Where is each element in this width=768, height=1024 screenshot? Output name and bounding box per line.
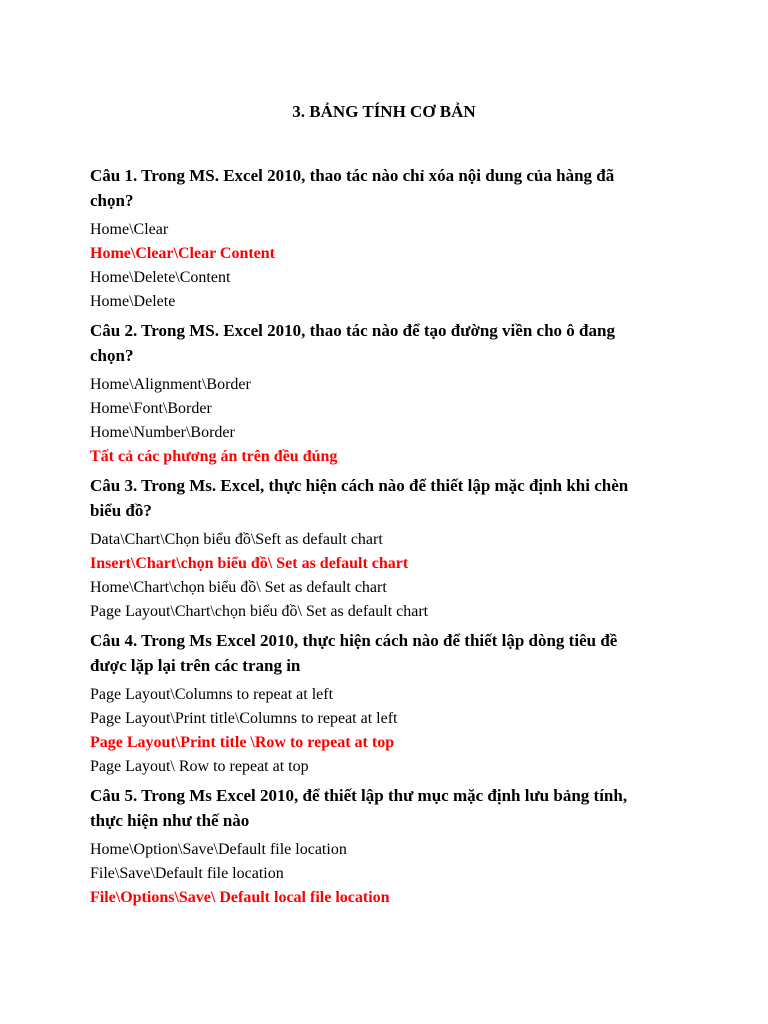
question-text: Câu 1. Trong MS. Excel 2010, thao tác nào chỉ xóa nội dung của hàng đã chọn?: [90, 166, 615, 210]
question-block-2: [90, 318, 650, 469]
answer-option: Page Layout\Print title\Columns to repeat at left: [90, 710, 398, 727]
question-block-4: [90, 628, 650, 779]
question-text: Câu 2. Trong MS. Excel 2010, thao tác nào để tạo đường viền cho ô đang chọn?: [90, 321, 615, 365]
page-title: 3. BẢNG TÍNH CƠ BẢN: [292, 102, 476, 121]
answer-option: Home\Chart\chọn biểu đồ\ Set as default chart: [90, 579, 387, 596]
answer-option: Page Layout\ Row to repeat at top: [90, 758, 309, 775]
answer-option: File\Save\Default file location: [90, 865, 284, 882]
answer-option: Page Layout\Columns to repeat at left: [90, 686, 334, 703]
question-text: Câu 5. Trong Ms Excel 2010, để thiết lập thư mục mặc định lưu bảng tính, thực hiện như thế nào: [90, 786, 628, 830]
question-text: Câu 4. Trong Ms Excel 2010, thực hiện cách nào để thiết lập dòng tiêu đề được lặp lại trên các trang in: [90, 631, 618, 675]
question-block-5: [90, 783, 650, 910]
answer-option-correct: Insert\Chart\chọn biểu đồ\ Set as default chart: [90, 555, 409, 572]
answer-option-correct: Page Layout\Print title \Row to repeat at top: [90, 734, 395, 751]
question-block-3: [90, 473, 650, 624]
answer-option: Data\Chart\Chọn biểu đồ\Seft as default chart: [90, 531, 383, 548]
question-block-1: [90, 163, 650, 314]
answer-option-correct: Home\Clear\Clear Content: [90, 245, 275, 262]
answer-option-correct: Tất cả các phương án trên đều đúng: [90, 448, 338, 465]
answer-option: Home\Alignment\Border: [90, 376, 251, 393]
question-list: [90, 163, 650, 914]
question-text: Câu 3. Trong Ms. Excel, thực hiện cách nào để thiết lập mặc định khi chèn biểu đồ?: [90, 476, 629, 520]
answer-option: Home\Delete: [90, 293, 176, 310]
answer-option-correct: File\Options\Save\ Default local file location: [90, 889, 390, 906]
answer-option: Home\Option\Save\Default file location: [90, 841, 347, 858]
answer-option: Home\Clear: [90, 221, 169, 238]
answer-option: Home\Number\Border: [90, 424, 235, 441]
answer-option: Home\Font\Border: [90, 400, 212, 417]
answer-option: Home\Delete\Content: [90, 269, 231, 286]
answer-option: Page Layout\Chart\chọn biểu đồ\ Set as default chart: [90, 603, 429, 620]
